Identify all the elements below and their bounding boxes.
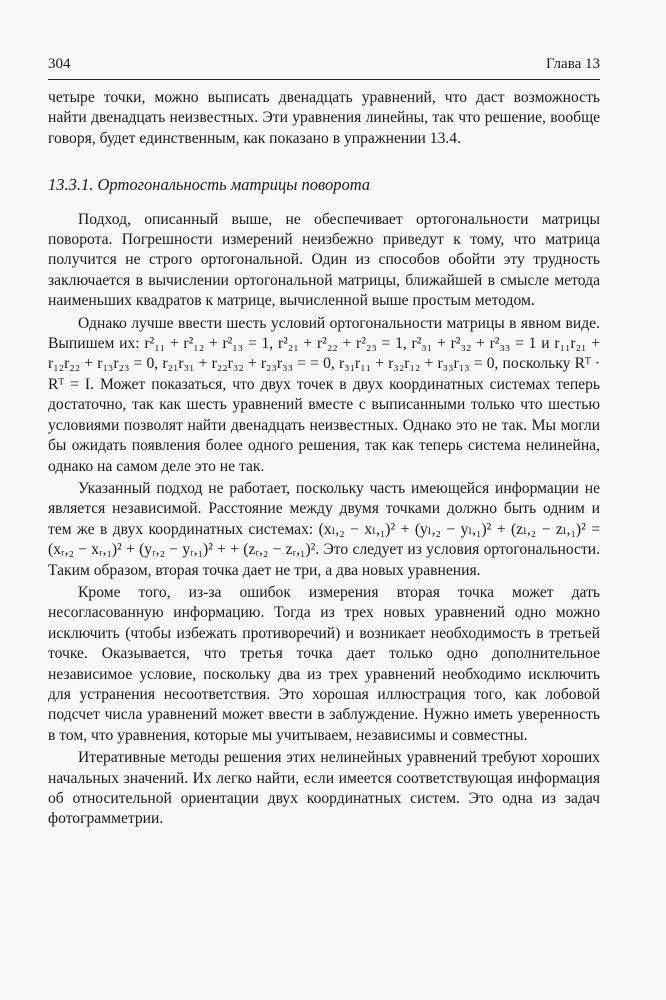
paragraph: четыре точки, можно выписать двенадцать уравнений, что даст возможность найти двенадцать неизвестных. Эти уравнения линейны, так что решение, вообще говоря, будет единственным, как показано в упражнении 13.4. <box>48 89 600 147</box>
chapter-label: Глава 13 <box>546 56 600 72</box>
paragraph: Итеративные методы решения этих нелинейных уравнений требуют хороших начальных значений. Их легко найти, если имеется соответствующая информация об относительной ориентации двух координатных систем. Это одна из задач фотограмметрии. <box>48 749 600 828</box>
body-text <box>48 88 600 830</box>
section-heading: 13.3.1. Ортогональность матрицы поворота <box>48 175 371 195</box>
page-number: 304 <box>48 56 71 72</box>
paragraph: Однако лучше ввести шесть условий ортогональности матрицы в явном виде. Выпишем их: r²₁₁ + r²₁₂ + r²₁₃ = 1, r²₂₁ + r²₂₂ + r²₂₃ = 1, r²₃₁ + r²₃₂ + r²₃₃ = 1 и r₁₁r₂₁ + r₁₂r₂₂ + r₁₃r₂₃ = 0, r₂₁r₃₁ + r₂₂r₃₂ + r₂₃r₃₃ = = 0, r₃₁r₁₁ + r₃₂r₁₂ + r₃₃r₁₃ = 0, поскольку Rᵀ · Rᵀ = I. Может показаться, что двух точек в двух координатных системах теперь достаточно, так как шесть уравнений вместе с выписанными только что шестью условиями позволят найти двенадцать неизвестных. Однако это не так. Мы могли бы ожидать появления более одного решения, так как теперь система нелинейна, однако на самом деле это не так. <box>48 314 600 475</box>
paragraph: Кроме того, из-за ошибок измерения вторая точка может дать несогласованную информацию. Тогда из трех новых уравнений одно можно исключить (чтобы избежать противоречий) и возникает необходимость в третьей точке. Оказывается, что третья точка дает только одно дополнительное независимое условие, поскольку два из трех уравнений необходимо исключить для устранения несоответствия. Это хорошая иллюстрация того, как лобовой подсчет числа уравнений может ввести в заблуждение. Нужно иметь уверенность в том, что уравнения, которые мы учитываем, независимы и совместны. <box>48 583 600 744</box>
paragraph: Подход, описанный выше, не обеспечивает ортогональности матрицы поворота. Погрешности измерений неизбежно приведут к тому, что матрица получится не строго ортогональной. Один из способов обойти эту трудность заключается в вычислении ортогональной матрицы, ближайшей в смысле метода наименьших квадратов к матрице, вычисленной выше простым методом. <box>48 210 600 310</box>
paragraph: Указанный подход не работает, поскольку часть имеющейся информации не является независимой. Расстояние между двумя точками должно быть одним и тем же в двух координатных системах: (xₗ,₂ − xₗ,₁)² + (yₗ,₂ − yₗ,₁)² + (zₗ,₂ − zₗ,₁)² = (xᵣ,₂ − xᵣ,₁)² + (yᵣ,₂ − yᵣ,₁)² + + (zᵣ,₂ − zᵣ,₁)². Это следует из условия ортогональности. Таким образом, вторая точка дает не три, а два новых уравнения. <box>48 479 600 579</box>
book-page <box>48 56 600 830</box>
running-header <box>48 56 600 80</box>
